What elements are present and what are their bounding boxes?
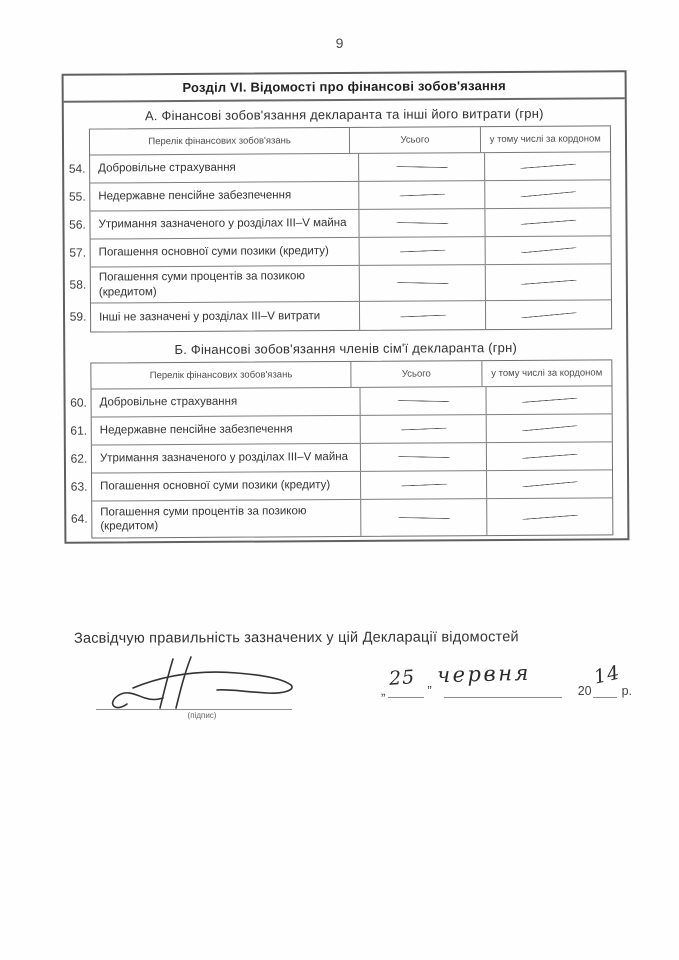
table-row xyxy=(92,498,612,537)
value-cell-abroad xyxy=(486,470,612,498)
row-label: Погашення основної суми позики (кредиту) xyxy=(98,245,329,259)
signature-line xyxy=(96,709,292,710)
handwritten-dash xyxy=(520,247,576,253)
row-label: Утримання зазначеного у розділах III–V майна xyxy=(98,217,347,231)
value-cell-total xyxy=(359,181,485,209)
col-header-list: Перелік фінансових зобов'язань xyxy=(148,135,291,148)
row-number: 60. xyxy=(70,395,87,410)
handwritten-dash xyxy=(400,314,446,317)
date-close-quote: ” xyxy=(427,683,432,698)
row-label: Погашення суми процентів за позикою (кредитом) xyxy=(100,504,307,533)
section-vi-title: Розділ VI. Відомості про фінансові зобов'язання xyxy=(64,72,625,102)
row-number: 59. xyxy=(69,309,87,324)
table-a xyxy=(64,125,626,332)
table-b-row-numbers xyxy=(66,363,91,539)
page-number: 9 xyxy=(335,35,344,51)
handwritten-dash xyxy=(397,400,449,402)
row-number: 58. xyxy=(69,277,87,292)
table-header-row xyxy=(91,360,611,389)
handwritten-dash xyxy=(520,220,576,225)
table-a-subtitle: А. Фінансові зобов'язання декларанта та інші його витрати (грн) xyxy=(144,105,544,124)
row-number-spacer xyxy=(65,129,89,155)
value-cell-abroad xyxy=(486,498,612,535)
value-cell-abroad xyxy=(486,414,612,442)
handwritten-year: 14 xyxy=(591,661,623,689)
row-label: Утримання зазначеного у розділах III–V майна xyxy=(99,451,349,465)
table-b xyxy=(65,359,627,538)
date-suffix: р. xyxy=(621,684,633,698)
row-label: Добровільне страхування xyxy=(98,161,236,175)
value-cell-abroad xyxy=(485,236,611,264)
row-label: Добровільне страхування xyxy=(99,395,238,409)
value-cell-abroad xyxy=(484,152,610,180)
handwritten-dash xyxy=(522,514,578,519)
table-row xyxy=(92,442,612,473)
row-number: 62. xyxy=(70,451,88,466)
row-number: 55. xyxy=(68,189,86,204)
handwritten-dash xyxy=(398,517,450,519)
col-header-abroad: у тому числі за кордоном xyxy=(481,360,612,386)
table-row xyxy=(90,152,610,183)
value-cell-total xyxy=(359,265,485,301)
declaration-box xyxy=(62,70,630,543)
signature-caption: (підпис) xyxy=(187,711,217,720)
row-label: Недержавне пенсійне забезпечення xyxy=(99,423,293,437)
col-header-abroad: у тому числі за кордоном xyxy=(480,126,611,152)
row-label: Погашення основної суми позики (кредиту) xyxy=(100,479,331,493)
handwritten-dash xyxy=(399,250,445,253)
row-number: 64. xyxy=(70,511,88,526)
table-row xyxy=(91,236,611,267)
value-cell-abroad xyxy=(484,180,610,208)
table-row xyxy=(91,264,611,303)
handwritten-dash xyxy=(401,484,447,487)
table-row xyxy=(92,414,612,445)
date-open-quote: „ xyxy=(381,683,386,698)
value-cell-abroad xyxy=(485,300,611,329)
handwritten-month: червня xyxy=(436,660,532,688)
table-row xyxy=(90,208,610,239)
col-header-list: Перелік фінансових зобов'язань xyxy=(149,369,293,382)
value-cell-total xyxy=(360,387,486,415)
handwritten-dash xyxy=(401,428,447,431)
table-b-grid xyxy=(90,359,613,538)
value-cell-total xyxy=(360,415,486,443)
table-row xyxy=(92,470,612,501)
handwritten-dash xyxy=(520,164,576,169)
value-cell-total xyxy=(359,301,485,330)
row-number: 63. xyxy=(70,479,88,494)
table-a-row-numbers xyxy=(65,129,90,333)
value-cell-total xyxy=(360,443,486,471)
table-a-grid xyxy=(89,125,612,332)
value-cell-abroad xyxy=(486,386,612,414)
row-number: 57. xyxy=(69,245,87,260)
handwritten-dash xyxy=(398,456,450,458)
row-label: Погашення суми процентів за позикою (кредитом) xyxy=(98,270,306,299)
value-cell-total xyxy=(359,237,485,265)
table-b-subtitle: Б. Фінансові зобов'язання членів сім'ї декларанта (грн) xyxy=(174,339,518,358)
value-cell-abroad xyxy=(485,208,611,236)
handwritten-dash xyxy=(521,312,577,318)
col-header-total: Усього xyxy=(351,361,482,387)
table-row xyxy=(91,386,611,417)
row-number: 61. xyxy=(70,423,88,438)
handwritten-dash xyxy=(397,282,449,284)
table-header-row xyxy=(90,126,610,155)
handwritten-dash xyxy=(521,398,577,403)
row-label: Інші не зазначені у розділах III–V витрати xyxy=(99,309,321,324)
handwritten-dash xyxy=(521,425,577,431)
certification-statement: Засвідчую правильність зазначених у цій Декларації відомостей xyxy=(73,629,519,647)
value-cell-abroad xyxy=(486,442,612,470)
row-number-spacer xyxy=(66,363,90,389)
date-century: 20 xyxy=(577,684,592,698)
handwritten-dash xyxy=(396,166,448,168)
row-label: Недержавне пенсійне забезпечення xyxy=(98,189,292,203)
handwritten-dash xyxy=(520,280,576,285)
table-row xyxy=(90,180,610,211)
handwritten-day: 25 xyxy=(388,666,416,690)
value-cell-total xyxy=(360,471,486,499)
handwritten-dash xyxy=(522,454,578,459)
table-row xyxy=(91,300,611,331)
handwritten-dash xyxy=(399,194,445,197)
handwritten-dash xyxy=(522,481,578,487)
value-cell-total xyxy=(361,499,487,536)
row-number: 56. xyxy=(69,217,86,232)
signature xyxy=(105,653,315,715)
value-cell-total xyxy=(359,209,485,237)
row-number: 54. xyxy=(68,161,86,176)
handwritten-dash xyxy=(396,222,448,224)
value-cell-total xyxy=(358,153,484,181)
handwritten-dash xyxy=(520,191,576,197)
col-header-total: Усього xyxy=(349,127,480,153)
value-cell-abroad xyxy=(485,264,611,300)
